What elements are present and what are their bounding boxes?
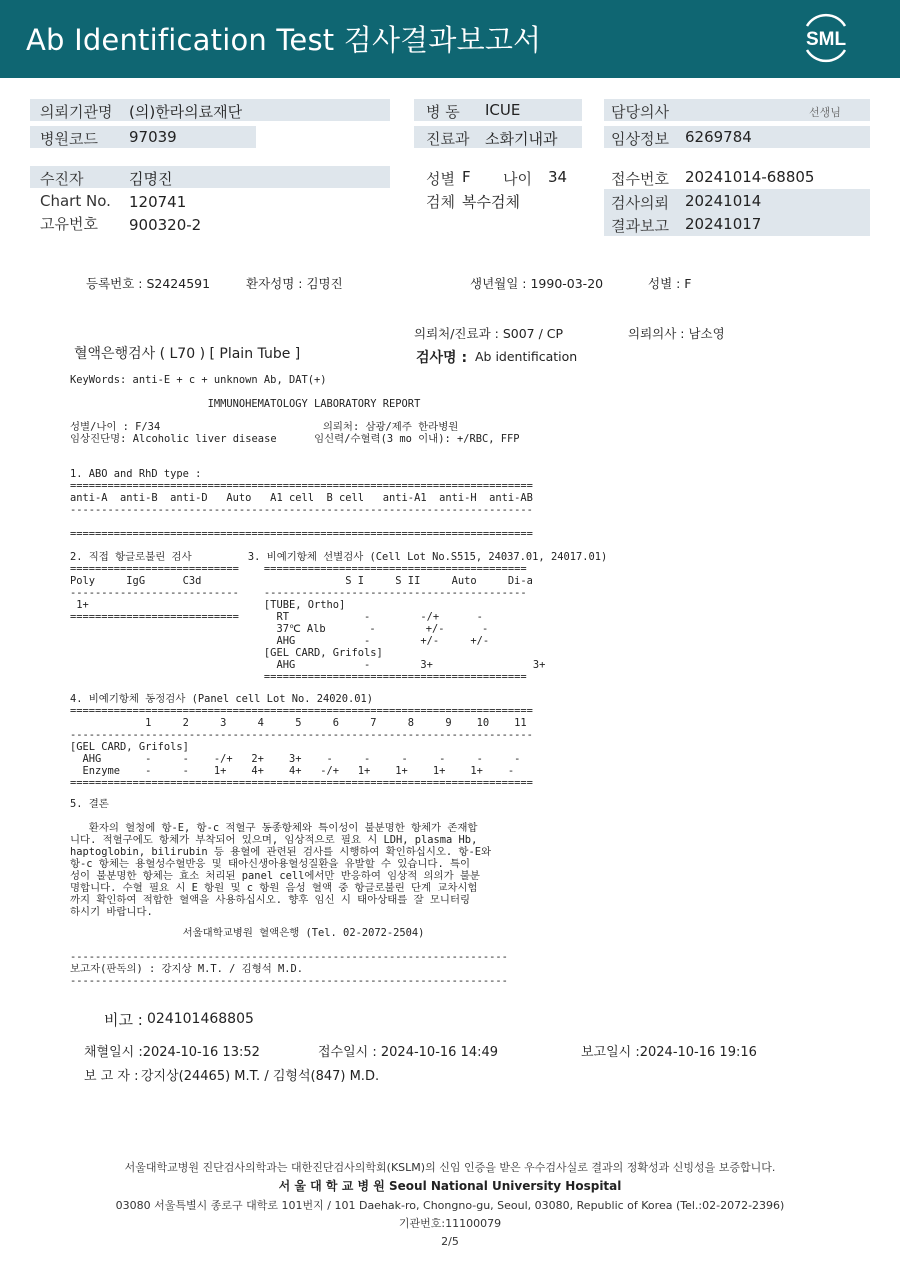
- receipt-no-label: 접수번호: [611, 170, 669, 188]
- specimen-label: 검체: [426, 193, 455, 211]
- report-date-value: 20241017: [685, 215, 762, 233]
- specimen-value: 복수검체: [462, 193, 520, 211]
- panel-header-row: 1 2 3 4 5 6 7 8 9 10 11: [70, 717, 527, 729]
- panel-section-title: 4. 비예기항체 동정검사 (Panel cell Lot No. 24020.01): [70, 693, 374, 705]
- reporter-label: 보 고 자 :: [84, 1069, 139, 1084]
- diagnosis-line: 임상진단명: Alcoholic liver disease 임신력/수혈력(3 mo 이내): +/RBC, FFP: [70, 433, 520, 445]
- age-value: 34: [548, 168, 568, 186]
- report-date-label: 결과보고: [611, 217, 669, 235]
- logo-text: SML: [805, 29, 847, 50]
- department-value: 소화기내과: [485, 130, 558, 148]
- keywords-line: KeyWords: anti-E + c + unknown Ab, DAT(+): [70, 374, 327, 386]
- divider-line: ----------------------------------------------------------------------: [70, 975, 508, 987]
- conclusion-line: 환자의 혈청에 항-E, 항-c 적혈구 동종항체와 특이성이 불분명한 항체가 존재합: [70, 822, 478, 834]
- conclusion-line: 명합니다. 수혈 필요 시 E 항원 및 c 항원 음성 혈액 중 항글로불린 단계 교차시험: [70, 882, 478, 894]
- request-date-value: 20241014: [685, 192, 762, 210]
- page-number: 2/5: [441, 1235, 459, 1248]
- conclusion-line: haptoglobin, bilirubin 등 용혈에 관련된 검사를 시행하여 확인하십시오. 항-E와: [70, 846, 492, 858]
- hospital-address: 03080 서울특별시 종로구 대학로 101번지 / 101 Daehak-ro, Chongno-gu, Seoul, 03080, Republic of Korea (Tel.:02-2072-2396): [115, 1199, 785, 1212]
- institution-value: (의)한라의료재단: [129, 103, 243, 121]
- hospital-name: 서 울 대 학 교 병 원 Seoul National University Hospital: [278, 1179, 622, 1193]
- report-heading: IMMUNOHEMATOLOGY LABORATORY REPORT: [70, 398, 421, 410]
- panel-row: AHG - - -/+ 2+ 3+ - - - - - -: [70, 753, 521, 765]
- dat-screening-header: Poly IgG C3d S I S II Auto Di-a: [70, 575, 533, 587]
- institution-label: 의뢰기관명: [40, 103, 113, 121]
- doctor-label: 담당의사: [611, 103, 669, 121]
- abo-header-row: anti-A anti-B anti-D Auto A1 cell B cell anti-A1 anti-H anti-AB: [70, 492, 533, 504]
- sex-label: 성별: [426, 170, 455, 188]
- conclusion-line: 하시기 바랍니다.: [70, 906, 153, 918]
- ward-label: 병 동: [426, 103, 460, 121]
- screening-row: 1+ [TUBE, Ortho]: [70, 599, 346, 611]
- conclusion-title: 5. 결론: [70, 798, 109, 810]
- divider-line: =========================== ==========================================: [70, 563, 527, 575]
- conclusion-line: 까지 확인하여 적합한 혈액을 사용하십시오. 향후 임신 시 태아상태를 잘 모니터링: [70, 894, 471, 906]
- requester-doctor: 의뢰의사 : 남소영: [628, 326, 725, 341]
- patient-row: [30, 166, 390, 188]
- panel-row: [GEL CARD, Grifols]: [70, 741, 189, 753]
- screening-row: AHG - +/- +/-: [70, 635, 490, 647]
- blood-bank-contact: 서울대학교병원 혈액은행 (Tel. 02-2072-2504): [70, 927, 425, 939]
- divider-line: --------------------------------------------------------------------------: [70, 504, 533, 516]
- sex-value: F: [462, 168, 471, 186]
- report-sex: 성별 : F: [648, 276, 692, 291]
- divider-line: ==========================================================================: [70, 777, 533, 789]
- age-label: 나이: [503, 170, 532, 188]
- sex-age-line: 성별/나이 : F/34 의뢰처: 삼광/제주 한라병원: [70, 421, 459, 433]
- panel-row: Enzyme - - 1+ 4+ 4+ -/+ 1+ 1+ 1+ 1+ -: [70, 765, 515, 777]
- clinical-info-label: 임상정보: [611, 130, 669, 148]
- chart-no-label: Chart No.: [40, 192, 111, 210]
- patient-label: 수진자: [40, 170, 84, 188]
- receipt-datetime: 접수일시 : 2024-10-16 14:49: [318, 1045, 499, 1060]
- hospital-code-value: 97039: [129, 128, 177, 146]
- divider-line: --------------------------- ------------------------------------------: [70, 587, 527, 599]
- screening-row: AHG - 3+ 3+: [70, 659, 546, 671]
- doctor-suffix: 선생님: [809, 106, 841, 119]
- hospital-code-label: 병원코드: [40, 130, 98, 148]
- abo-section-title: 1. ABO and RhD type :: [70, 468, 202, 480]
- conclusion-line: 항-c 항체는 용혈성수혈반응 및 태아신생아용혈성질환을 유발할 수 있습니다. 특이: [70, 858, 471, 870]
- certification-text: 서울대학교병원 진단검사의학과는 대한진단검사의학회(KSLM)의 신임 인증을 받은 우수검사실로 결과의 정확성과 신빙성을 보증합니다.: [124, 1161, 776, 1174]
- requester-department: 의뢰처/진료과 : S007 / CP: [414, 326, 564, 341]
- test-category: 혈액은행검사 ( L70 ) [ Plain Tube ]: [74, 346, 301, 362]
- ward-value: ICUE: [485, 101, 521, 119]
- divider-line: ==========================================================================: [70, 480, 533, 492]
- reporter-value: 강지상(24465) M.T. / 김형석(847) M.D.: [141, 1069, 380, 1084]
- birth-date: 생년월일 : 1990-03-20: [470, 276, 604, 291]
- report-datetime: 보고일시 :2024-10-16 19:16: [581, 1045, 757, 1060]
- sml-logo-icon: [797, 12, 855, 64]
- screening-row: =========================== RT - -/+ -: [70, 611, 483, 623]
- receipt-no-value: 20241014-68805: [685, 168, 815, 186]
- clinical-info-value: 6269784: [685, 128, 752, 146]
- divider-line: ==========================================: [70, 671, 527, 683]
- divider-line: ==========================================================================: [70, 705, 533, 717]
- conclusion-line: 니다. 적혈구에도 항체가 부착되어 있으며, 임상적으로 필요 시 LDH, plasma Hb,: [70, 834, 478, 846]
- patient-name: 환자성명 : 김명진: [246, 276, 343, 291]
- screening-row: [GEL CARD, Grifols]: [70, 647, 383, 659]
- department-label: 진료과: [426, 130, 470, 148]
- unique-no-label: 고유번호: [40, 215, 98, 233]
- dat-screening-title: 2. 직접 항글로불린 검사 3. 비예기항체 선별검사 (Cell Lot No.S515, 24037.01, 24017.01): [70, 551, 608, 563]
- divider-line: ==========================================================================: [70, 528, 533, 540]
- divider-line: ----------------------------------------------------------------------: [70, 951, 508, 963]
- note-value: 024101468805: [147, 1011, 254, 1027]
- reporter-line: 보고자(판독의) : 강지상 M.T. / 김형석 M.D.: [70, 963, 304, 975]
- registration-number: 등록번호 : S2424591: [86, 276, 211, 291]
- divider-line: --------------------------------------------------------------------------: [70, 729, 533, 741]
- collection-datetime: 채혈일시 :2024-10-16 13:52: [84, 1045, 260, 1060]
- conclusion-line: 성이 불분명한 항체는 효소 처리된 panel cell에서만 반응하여 임상적 의의가 불분: [70, 870, 480, 882]
- report-title: Ab Identification Test 검사결과보고서: [26, 23, 542, 57]
- chart-no-value: 120741: [129, 193, 187, 211]
- request-date-label: 검사의뢰: [611, 194, 669, 212]
- test-name-value: Ab identification: [475, 349, 578, 364]
- unique-no-value: 900320-2: [129, 216, 202, 234]
- note-label: 비고 :: [104, 1011, 143, 1029]
- test-name-label: 검사명 :: [416, 350, 468, 366]
- institution-number: 기관번호:11100079: [398, 1217, 502, 1230]
- screening-row: 37℃ Alb - +/- -: [70, 623, 489, 635]
- report-header: [0, 0, 900, 78]
- patient-value: 김명진: [129, 170, 173, 188]
